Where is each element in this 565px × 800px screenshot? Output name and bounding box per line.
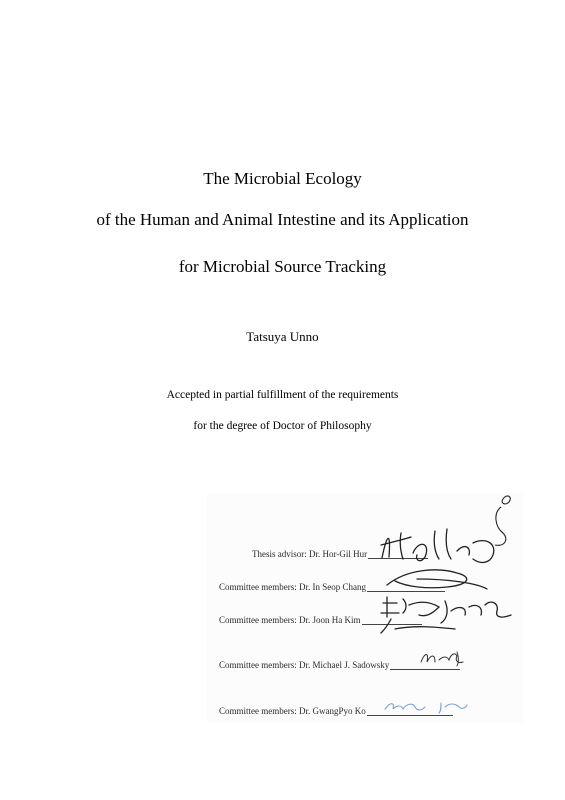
signature-handwriting <box>377 523 507 568</box>
signature-role: Committee members: <box>219 615 297 625</box>
signature-name: Dr. Michael J. Sadowsky <box>299 660 390 670</box>
title-line-1: The Microbial Ecology <box>203 169 362 188</box>
signature-handwriting <box>377 591 517 639</box>
title-line-2: of the Human and Animal Intestine and its Application <box>96 210 469 229</box>
signature-handwriting <box>381 697 471 715</box>
signature-block <box>207 493 522 723</box>
signature-role: Thesis advisor: <box>252 549 307 559</box>
signature-role: Committee members: <box>219 706 297 716</box>
acceptance-line-1: Accepted in partial fulfillment of the requirements <box>166 389 399 401</box>
author-name: Tatsuya Unno <box>246 329 319 344</box>
signature-handwriting <box>377 563 497 593</box>
signature-name: Dr. In Seop Chang <box>299 582 366 592</box>
acceptance-line-2: for the degree of Doctor of Philosophy <box>193 420 372 432</box>
signature-name: Dr. GwangPyo Ko <box>299 706 366 716</box>
signature-name: Dr. Joon Ha Kim <box>299 615 361 625</box>
signature-role: Committee members: <box>219 582 297 592</box>
signature-name: Dr. Hor-Gil Hur <box>309 549 368 559</box>
signature-role: Committee members: <box>219 660 297 670</box>
signature-handwriting <box>417 648 477 668</box>
title-line-3: for Microbial Source Tracking <box>178 257 387 276</box>
